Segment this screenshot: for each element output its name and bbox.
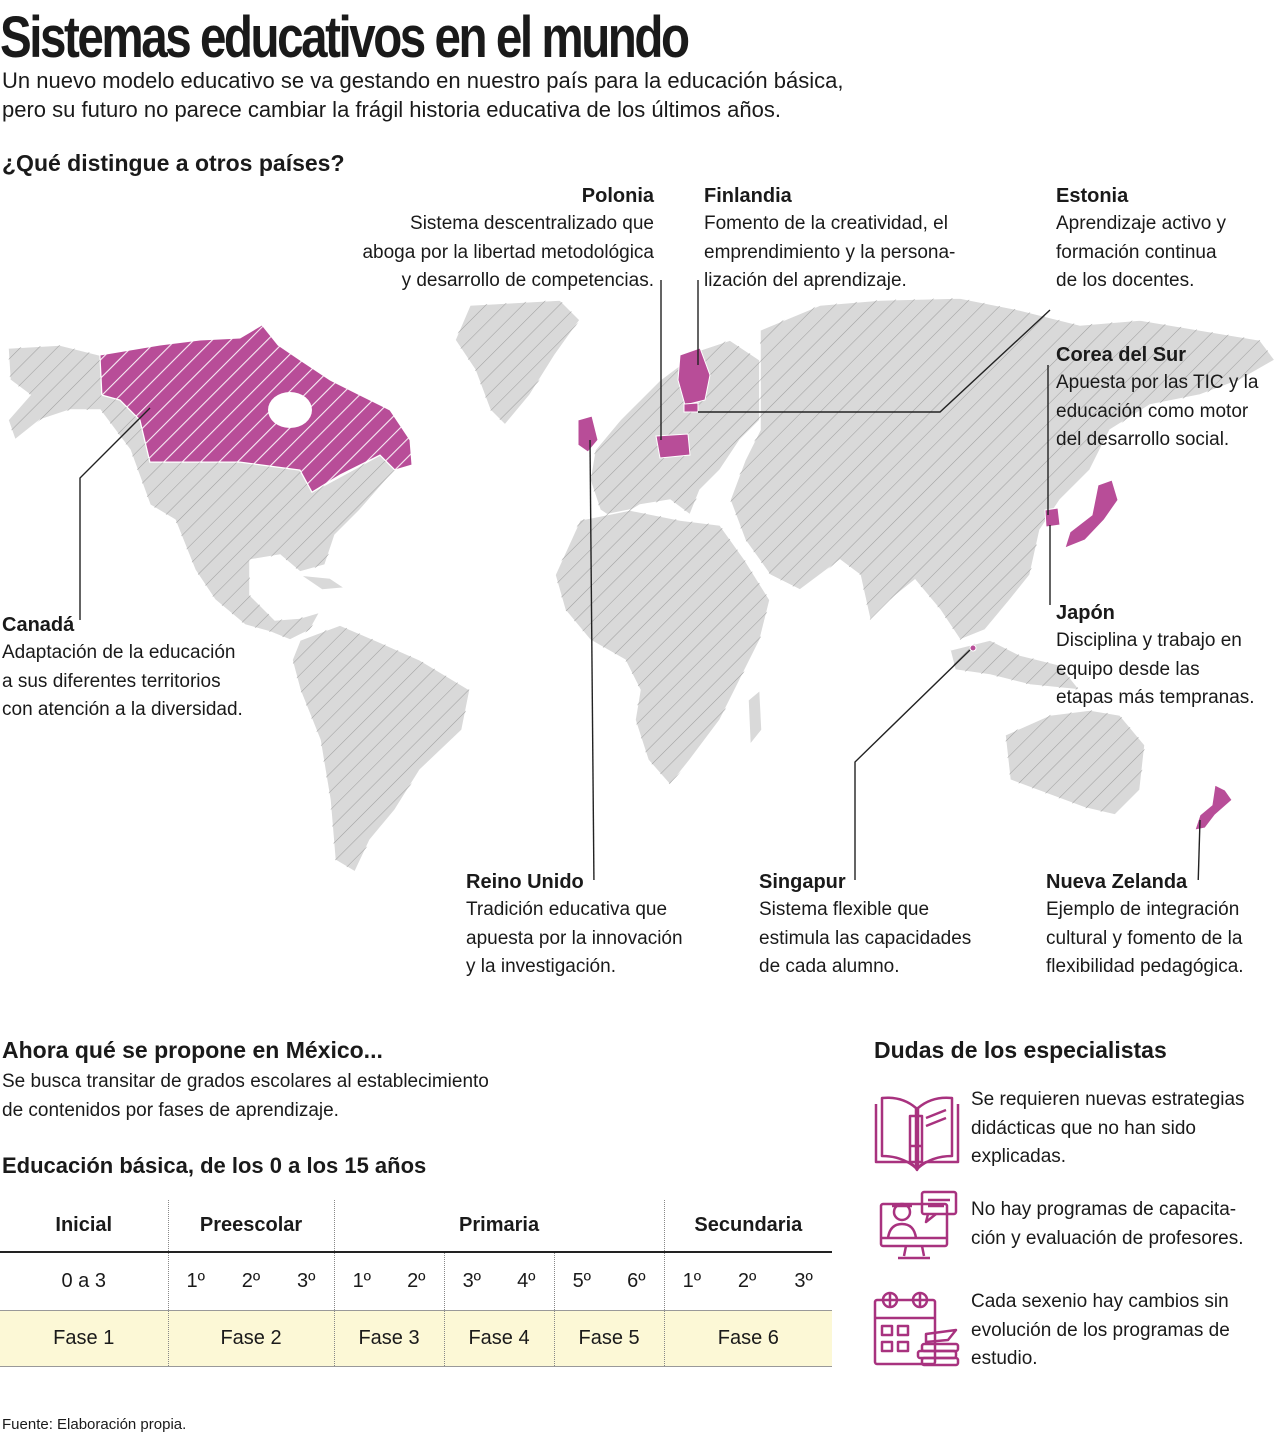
country-name: Estonia xyxy=(1056,185,1129,207)
map-heading: ¿Qué distingue a otros países? xyxy=(2,150,345,176)
callout-japon xyxy=(1056,599,1255,713)
grade-cell: 4º xyxy=(499,1252,554,1310)
grade-cell: 2º xyxy=(241,1269,261,1292)
grade-cell: 2º xyxy=(389,1252,444,1310)
phase-cell: Fase 4 xyxy=(444,1310,554,1366)
country-description: Adaptación de la educación a sus diferentes territorios con atención a la diversidad. xyxy=(2,642,243,720)
grade-cell: 1º xyxy=(682,1269,702,1292)
calendar-books-icon xyxy=(872,1288,962,1368)
callout-corea xyxy=(1056,341,1258,455)
level-preescolar: Preescolar xyxy=(168,1200,334,1252)
page-subtitle: Un nuevo modelo educativo se va gestando en nuestro país para la educación básica, pero su futuro no parece cambiar la frágil historia educativa de los últimos años. xyxy=(2,68,844,122)
land-caribbean xyxy=(300,575,345,590)
phase-cell: Fase 2 xyxy=(168,1310,334,1366)
country-description: Fomento de la creatividad, el emprendimiento y la persona- lización del aprendizaje. xyxy=(704,213,956,291)
callout-singapur xyxy=(759,868,971,982)
grade-cell: 3º xyxy=(794,1269,813,1292)
callout-nueva-zelanda xyxy=(1046,868,1244,982)
grade-cell: 3º xyxy=(462,1269,481,1292)
table-header-row xyxy=(0,1200,832,1252)
table-grades-row xyxy=(0,1252,832,1310)
doubts-heading: Dudas de los especialistas xyxy=(874,1037,1167,1063)
country-name: Japón xyxy=(1056,602,1115,624)
phase-cell: Fase 5 xyxy=(554,1310,664,1366)
doubt-text-3: Cada sexenio hay cambios sin evolución de los programas de estudio. xyxy=(971,1291,1230,1369)
source-note: Fuente: Elaboración propia. xyxy=(2,1416,187,1433)
teacher-computer-icon xyxy=(878,1190,962,1262)
table-phases-row xyxy=(0,1310,832,1366)
land-madagascar xyxy=(748,690,762,745)
grade-cell: 1º xyxy=(352,1269,371,1292)
grade-cell: 1º xyxy=(186,1269,205,1292)
page-title: Sistemas educativos en el mundo xyxy=(0,5,688,70)
callout-finlandia xyxy=(704,182,955,296)
level-primaria: Primaria xyxy=(334,1200,664,1252)
country-name: Finlandia xyxy=(704,185,792,207)
mexico-text: Se busca transitar de grados escolares al establecimiento de contenidos por fases de aprendizaje. xyxy=(2,1071,489,1121)
grade-cell: 6º xyxy=(609,1252,664,1310)
highlight-singapore xyxy=(970,645,976,651)
callout-canada xyxy=(2,611,243,725)
highlight-uk xyxy=(578,416,598,452)
level-secundaria: Secundaria xyxy=(694,1214,803,1236)
country-name: Reino Unido xyxy=(466,871,584,893)
table-title: Educación básica, de los 0 a los 15 años xyxy=(2,1153,427,1178)
country-name: Canadá xyxy=(2,614,75,636)
country-name: Corea del Sur xyxy=(1056,344,1187,366)
country-name: Singapur xyxy=(759,871,846,893)
grade-cell: 2º xyxy=(737,1269,757,1292)
grade-cell: 0 a 3 xyxy=(0,1252,168,1310)
country-name: Nueva Zelanda xyxy=(1046,871,1188,893)
country-description: Sistema flexible que estimula las capacidades de cada alumno. xyxy=(759,899,972,977)
country-description: Apuesta por las TIC y la educación como motor del desarrollo social. xyxy=(1056,372,1259,450)
book-icon xyxy=(872,1090,962,1176)
country-description: Ejemplo de integración cultural y fomento de la flexibilidad pedagógica. xyxy=(1046,899,1244,977)
level-inicial: Inicial xyxy=(0,1200,168,1252)
country-description: Aprendizaje activo y formación continua de los docentes. xyxy=(1056,213,1227,291)
callout-polonia xyxy=(362,182,654,296)
country-description: Tradición educativa que apuesta por la innovación y la investigación. xyxy=(466,899,683,977)
country-name: Polonia xyxy=(581,185,654,207)
highlight-estonia xyxy=(684,403,698,412)
highlight-japan xyxy=(1065,480,1118,548)
mexico-heading: Ahora qué se propone en México... xyxy=(2,1037,383,1063)
doubt-text-1: Se requieren nuevas estrategias didácticas que no han sido explicadas. xyxy=(971,1089,1245,1167)
phase-cell: Fase 6 xyxy=(717,1326,779,1349)
grade-cell: 3º xyxy=(279,1252,334,1310)
education-table xyxy=(0,1200,832,1367)
callout-estonia xyxy=(1056,182,1226,296)
doubt-text-2: No hay programas de capacita- ción y evaluación de profesores. xyxy=(971,1199,1244,1249)
phase-cell: Fase 3 xyxy=(334,1310,444,1366)
highlight-south-korea xyxy=(1045,508,1060,527)
phase-cell: Fase 1 xyxy=(0,1310,168,1366)
country-description: Disciplina y trabajo en equipo desde las etapas más tempranas. xyxy=(1056,630,1255,708)
callout-reino-unido xyxy=(466,868,683,982)
hudson-bay xyxy=(268,392,312,428)
country-description: Sistema descentralizado que aboga por la libertad metodológica y desarrollo de competencias. xyxy=(362,213,654,291)
grade-cell: 5º xyxy=(572,1269,591,1292)
